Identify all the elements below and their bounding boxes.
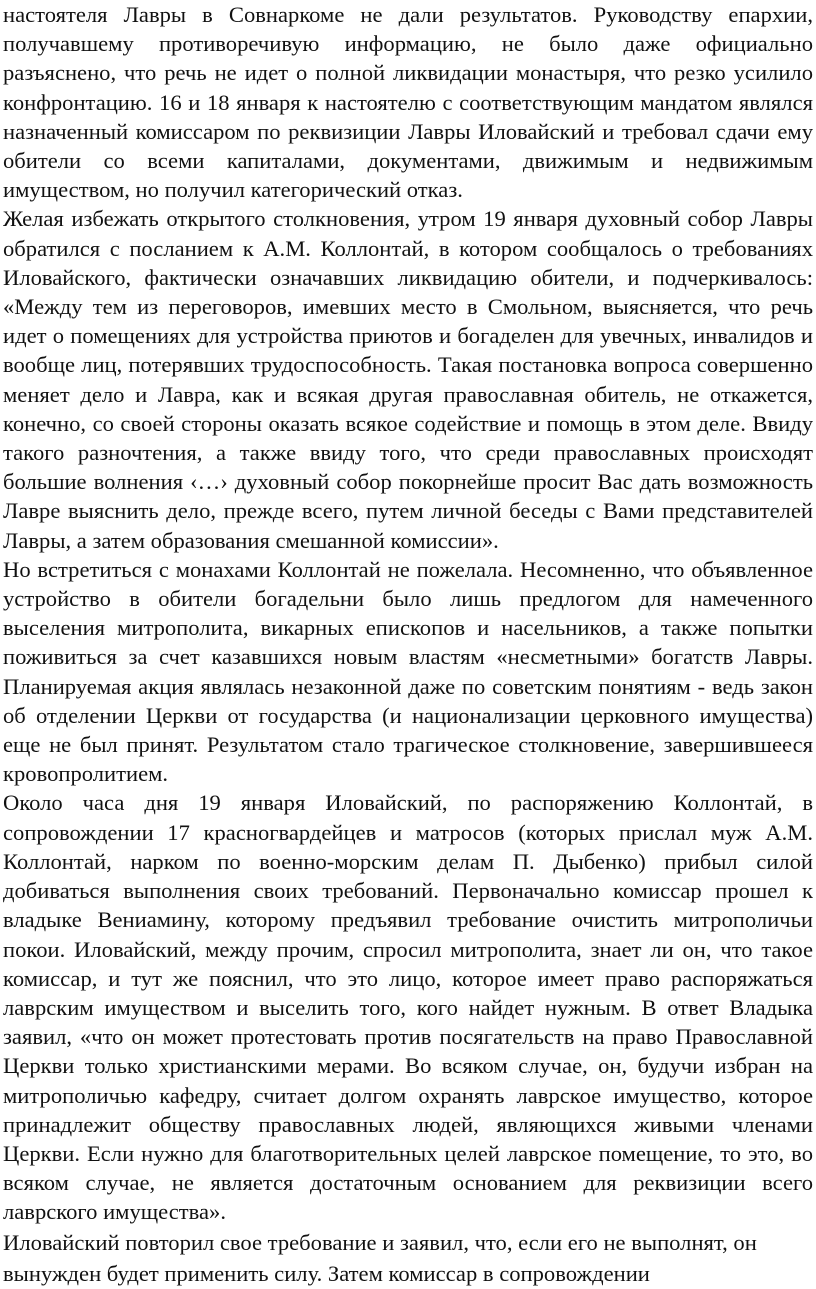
- paragraph-4: Около часа дня 19 января Иловайский, по распоряжению Коллонтай, в сопровождении 17 красногвардейцев и матросов (которых прислал муж А.М. Коллонтай, нарком по военно-морским делам П. Дыбенко) прибыл силой добиваться выполнения своих требований. Первоначально комиссар прошел к владыке Вениамину, которому предъявил требование очистить митрополичьи покои. Иловайский, между прочим, спросил митрополита, знает ли он, что такое комиссар, и тут же пояснил, что это лицо, которое имеет право распоряжаться лаврским имуществом и выселить того, кого найдет нужным. В ответ Владыка заявил, «что он может протестовать против посягательств на право Православной Церкви только христианскими мерами. Во всяком случае, он, будучи избран на митрополичью кафедру, считает долгом охранять лаврское имущество, которое принадлежит обществу православных людей, являющихся живыми членами Церкви. Если нужно для благотворительных целей лаврское помещение, то это, во всяком случае, не является достаточным основанием для реквизиции всего лаврского имущества».: [3, 790, 813, 1225]
- paragraph-2: Желая избежать открытого столкновения, утром 19 января духовный собор Лавры обратился с посланием к А.М. Коллонтай, в котором сообщалось о требованиях Иловайского, фактически означавших ликвидацию обители, и подчеркивалось: «Между тем из переговоров, имевших место в Смольном, выясняется, что речь идет о помещениях для устройства приютов и богаделен для увечных, инвалидов и вообще лиц, потерявших трудоспособность. Такая постановка вопроса совершенно меняет дело и Лавра, как и всякая другая православная обитель, не откажется, конечно, со своей стороны оказать всякое содействие и помощь в этом деле. Ввиду такого разночтения, а также ввиду того, что среди православных происходят большие волнения ‹…› духовный собор покорнейше просит Вас дать возможность Лавре выяснить дело, прежде всего, путем личной беседы с Вами представителей Лавры, а затем образования смешанной комиссии».: [3, 206, 813, 553]
- paragraph-3: Но встретиться с монахами Коллонтай не пожелала. Несомненно, что объявленное устройство в обители богадельни было лишь предлогом для намеченного выселения митрополита, викарных епископов и насельников, а также попытки поживиться за счет казавшихся новым властям «несметными» богатств Лавры. Планируемая акция являлась незаконной даже по советским понятиям - ведь закон об отделении Церкви от государства (и национализации церковного имущества) еще не был принят. Результатом стало трагическое столкновение, завершившееся кровопролитием.: [3, 556, 813, 787]
- paragraph-5: Иловайский повторил свое требование и заявил, что, если его не выполнят, он вынужден будет применить силу. Затем комиссар в сопровождении: [3, 1229, 757, 1286]
- paragraph-1: настоятеля Лавры в Совнаркоме не дали результатов. Руководству епархии, получавшему противоречивую информацию, не было даже официально разъяснено, что речь не идет о полной ликвидации монастыря, что резко усилило конфронтацию. 16 и 18 января к настоятелю с соответствующим мандатом являлся назначенный комиссаром по реквизиции Лавры Иловайский и требовал сдачи ему обители со всеми капиталами, документами, движимым и недвижимым имуществом, но получил категорический отказ.: [3, 2, 813, 203]
